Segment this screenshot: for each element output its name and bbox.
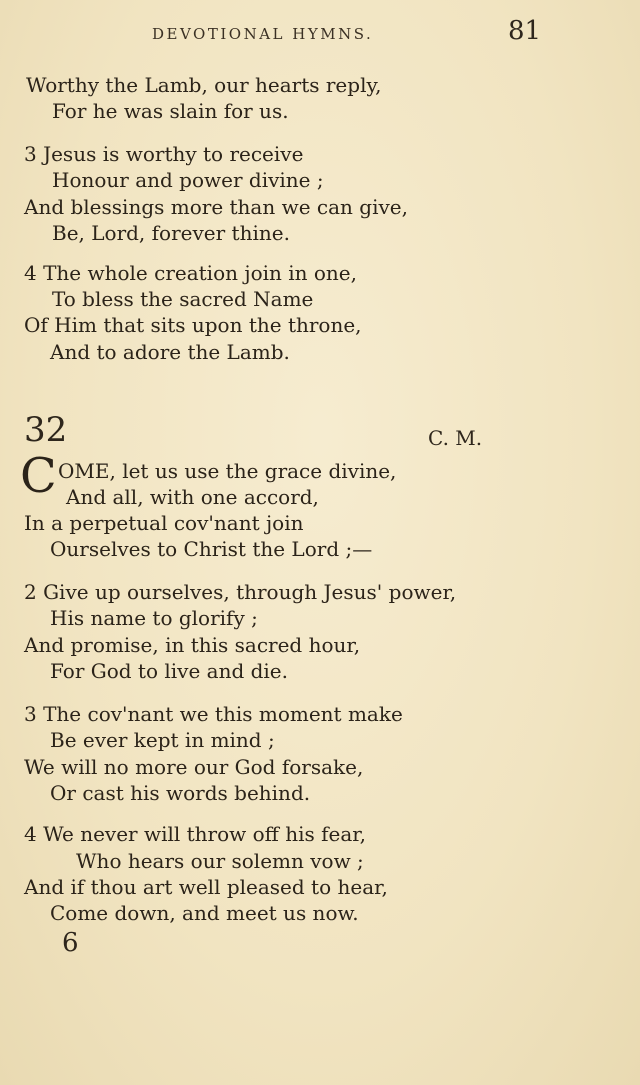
verse-line: 4 We never will throw off his fear, — [24, 822, 367, 846]
verse-line: 2 Give up ourselves, through Jesus' power, — [24, 580, 457, 604]
verse-line: And blessings more than we can give, — [24, 195, 408, 219]
verse-line: We will no more our God forsake, — [24, 755, 364, 779]
verse-line: And if thou art well pleased to hear, — [24, 875, 388, 899]
verse-line: OME, let us use the grace divine, — [58, 459, 397, 483]
verse-line: 4 The whole creation join in one, — [24, 261, 357, 285]
verse-line: 3 Jesus is worthy to receive — [24, 142, 304, 166]
verse-line: For he was slain for us. — [52, 99, 289, 123]
verse-line: Of Him that sits upon the throne, — [24, 313, 362, 337]
verse-line: To bless the sacred Name — [52, 287, 314, 311]
verse-line: 3 The cov'nant we this moment make — [24, 702, 403, 726]
verse-line: His name to glorify ; — [50, 606, 258, 630]
hymn-number: 32 — [24, 410, 68, 450]
verse-line: Worthy the Lamb, our hearts reply, — [26, 73, 382, 97]
verse-line: Be, Lord, forever thine. — [52, 221, 290, 245]
verse-line: And promise, in this sacred hour, — [24, 633, 361, 657]
hymn-meter: C. M. — [428, 426, 483, 450]
verse-line: For God to live and die. — [50, 659, 288, 683]
signature-mark: 6 — [62, 928, 79, 958]
verse-line: And all, with one accord, — [66, 485, 319, 509]
verse-line: And to adore the Lamb. — [50, 340, 290, 364]
verse-line: Ourselves to Christ the Lord ;— — [50, 537, 373, 561]
verse-line: Honour and power divine ; — [52, 168, 324, 192]
verse-line: Come down, and meet us now. — [50, 901, 359, 925]
verse-line: Be ever kept in mind ; — [50, 728, 275, 752]
page-number: 81 — [508, 16, 542, 46]
verse-line: In a perpetual cov'nant join — [24, 511, 304, 535]
drop-cap: C — [20, 448, 57, 504]
running-header: DEVOTIONAL HYMNS. — [152, 25, 374, 43]
verse-line: Or cast his words behind. — [50, 781, 311, 805]
verse-line: Who hears our solemn vow ; — [76, 849, 364, 873]
